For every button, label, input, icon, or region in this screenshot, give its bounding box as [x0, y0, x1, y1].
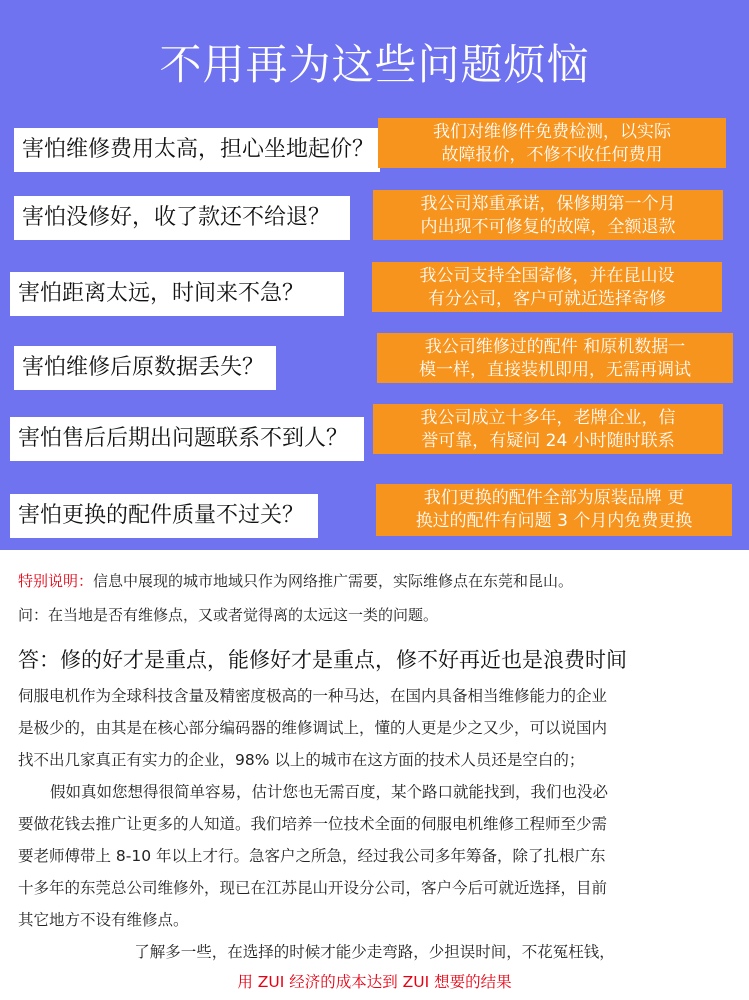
paragraph-line: 其它地方不设有维修点。 — [18, 911, 189, 929]
answer-line: 换过的配件有问题 3 个月内免费更换 — [415, 511, 693, 531]
question-box: 害怕距离太远，时间来不急？ — [10, 272, 344, 316]
special-note-label: 特别说明： — [18, 572, 94, 590]
closing-line: 了解多一些，在选择的时候才能少走弯路，少担误时间，不花冤枉钱， — [134, 943, 615, 961]
paragraph-line: 要老师傅带上 8-10 年以上才行。急客户之所急，经过我公司多年筹备，除了扎根广东 — [18, 847, 606, 865]
question-box: 害怕售后后期出问题联系不到人？ — [10, 417, 364, 461]
answer-line-heading: 答：修的好才是重点，能修好才是重点，修不好再近也是浪费时间 — [18, 648, 627, 672]
page-title: 不用再为这些问题烦恼 — [159, 40, 590, 89]
answer-box — [376, 484, 732, 536]
answer-line: 我公司郑重承诺，保修期第一个月 — [420, 194, 676, 214]
paragraph-1 — [18, 680, 734, 776]
answer-line: 有分公司，客户可就近选择寄修 — [428, 289, 666, 309]
question-line: 问：在当地是否有维修点，又或者觉得离的太远这一类的问题。 — [18, 606, 439, 624]
question-box: 害怕更换的配件质量不过关？ — [10, 494, 318, 538]
paragraph-line: 伺服电机作为全球科技含量及精密度极高的一种马达，在国内具备相当维修能力的企业 — [18, 687, 608, 705]
special-note — [18, 570, 573, 591]
answer-line: 誉可靠，有疑问 24 小时随时联系 — [421, 431, 675, 451]
paragraph-line: 十多年的东莞总公司维修外，现已在江苏昆山开设分公司，客户今后可就近选择，目前 — [18, 879, 608, 897]
paragraph-2 — [18, 776, 734, 936]
answer-line: 故障报价，不修不收任何费用 — [441, 145, 663, 165]
paragraph-line: 是极少的，由其是在核心部分编码器的维修调试上，懂的人更是少之又少，可以说国内 — [18, 719, 608, 737]
paragraph-line: 找不出几家真正有实力的企业，98% 以上的城市在这方面的技术人员还是空白的； — [18, 751, 585, 769]
answer-line: 我公司成立十多年，老牌企业，信 — [420, 408, 676, 428]
slogan: 用 ZUI 经济的成本达到 ZUI 想要的结果 — [237, 973, 512, 991]
paragraph-line: 要做花钱去推广让更多的人知道。我们培养一位技术全面的伺服电机维修工程师至少需 — [18, 815, 608, 833]
answer-line: 我们对维修件免费检测，以实际 — [433, 122, 671, 142]
answer-line: 我公司维修过的配件 和原机数据一 — [424, 337, 686, 357]
special-note-text: 信息中展现的城市地域只作为网络推广需要，实际维修点在东莞和昆山。 — [93, 572, 574, 590]
paragraph-line: 假如真如您想得很简单容易，估计您也无需百度，某个路口就能找到，我们也没必 — [50, 783, 609, 801]
answer-box — [372, 262, 722, 312]
answer-box — [373, 190, 723, 240]
answer-line: 我们更换的配件全部为原装品牌 更 — [423, 488, 685, 508]
answer-line: 我公司支持全国寄修，并在昆山设 — [419, 266, 675, 286]
answer-box — [377, 333, 733, 383]
question-box: 害怕维修后原数据丢失？ — [14, 346, 276, 390]
question-box: 害怕维修费用太高，担心坐地起价？ — [14, 128, 380, 172]
question-box: 害怕没修好，收了款还不给退？ — [14, 196, 350, 240]
answer-box — [373, 404, 723, 454]
answer-box — [378, 118, 726, 168]
answer-line: 模一样，直接装机即用，无需再调试 — [419, 360, 691, 380]
answer-line: 内出现不可修复的故障，全额退款 — [420, 217, 676, 237]
